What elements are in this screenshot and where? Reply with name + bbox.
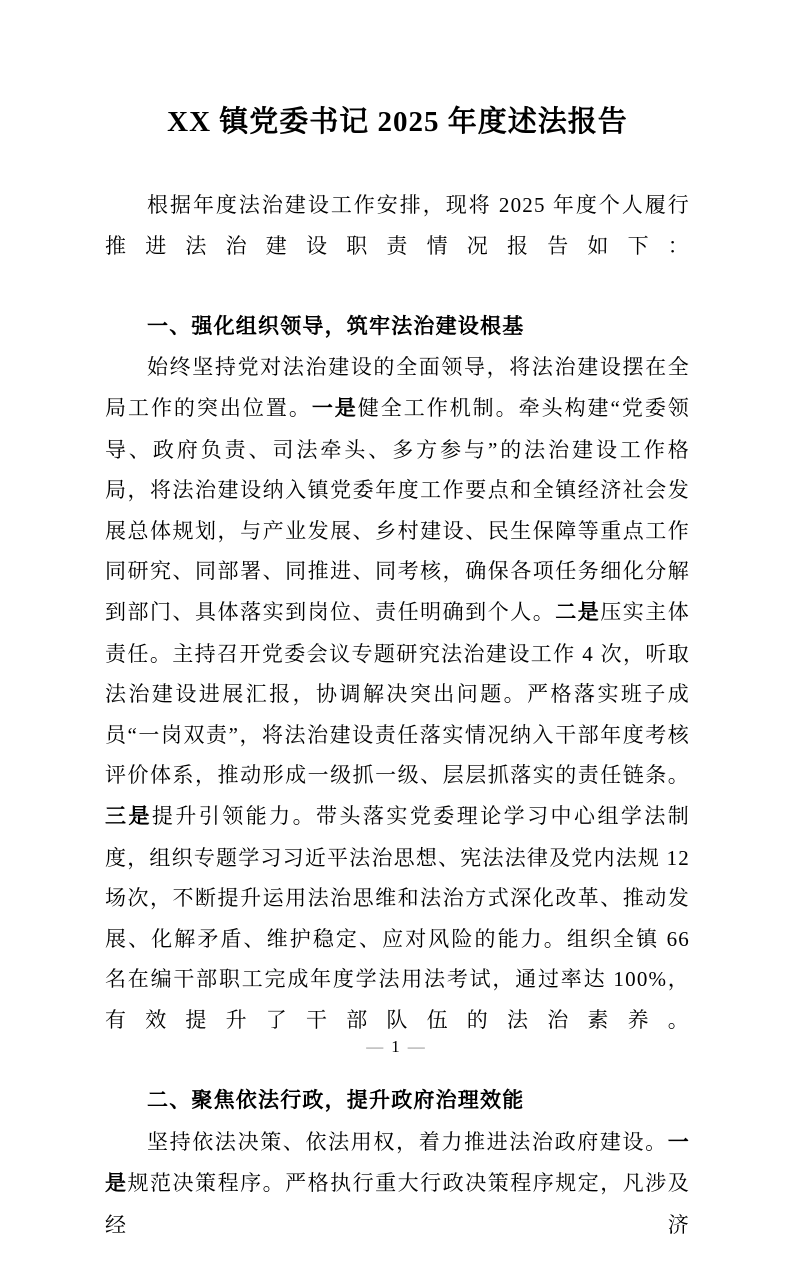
text-run: 规范决策程序。严格执行重大行政决策程序规定，凡涉及经济 [105, 1171, 690, 1237]
footer-dash-left: — [366, 1037, 386, 1056]
intro-paragraph [105, 185, 690, 307]
emphasis-run-first: 一是 [311, 396, 358, 420]
section1-paragraph [105, 347, 690, 1081]
text-run: 始终坚持党对法治建设的全面领导，将法治建设摆在全局工作的突出位置。 [105, 355, 690, 420]
emphasis-run-second: 二是 [555, 600, 601, 624]
section2-paragraph [105, 1122, 690, 1286]
text-run: 提升引领能力。带头落实党委理论学习中心组学法制度，组织专题学习习近平法治思想、宪法法律及党内法规 12 场次，不断提升运用法治思维和法治方式深化改革、推动发展、化解矛盾、维护稳定、应对风险的能力。组织全镇 66 名在编干部职工完成年度学法用法考试，通过率达 100%，有效提升了干部队伍的法治素养。 [105, 803, 690, 1032]
page-footer [0, 1034, 793, 1060]
text-run: 坚持依法决策、依法用权，着力推进法治政府建设。 [147, 1129, 668, 1154]
footer-dash-right: — [407, 1037, 427, 1056]
section2-heading: 二、聚焦依法行政，提升政府治理效能 [147, 1089, 525, 1113]
intro-text: 根据年度法治建设工作安排，现将 2025 年度个人履行推进法治建设职责情况报告如下： [105, 193, 690, 258]
emphasis-run-third: 三是 [105, 804, 152, 828]
section1-heading: 一、强化组织领导，筑牢法治建设根基 [147, 314, 525, 338]
text-run: 压实主体责任。主持召开党委会议专题研究法治建设工作 4 次，听取法治建设进展汇报，协调解决突出问题。严格落实班子成员“一岗双责”，将法治建设责任落实情况纳入干部年度考核评价体系，推动形成一级抓一级、层层抓落实的责任链条。 [105, 599, 690, 788]
emphasis-run-first: 一是 [105, 1130, 690, 1196]
text-run: 健全工作机制。牵头构建“党委领导、政府负责、司法牵头、多方参与”的法治建设工作格局，将法治建设纳入镇党委年度工作要点和全镇经济社会发展总体规划，与产业发展、乡村建设、民生保障等重点工作同研究、同部署、同推进、同考核，确保各项任务细化分解到部门、具体落实到岗位、责任明确到个人。 [105, 395, 690, 624]
document-title: XX 镇党委书记 2025 年度述法报告 [167, 106, 628, 138]
page-number: 1 [391, 1037, 402, 1056]
